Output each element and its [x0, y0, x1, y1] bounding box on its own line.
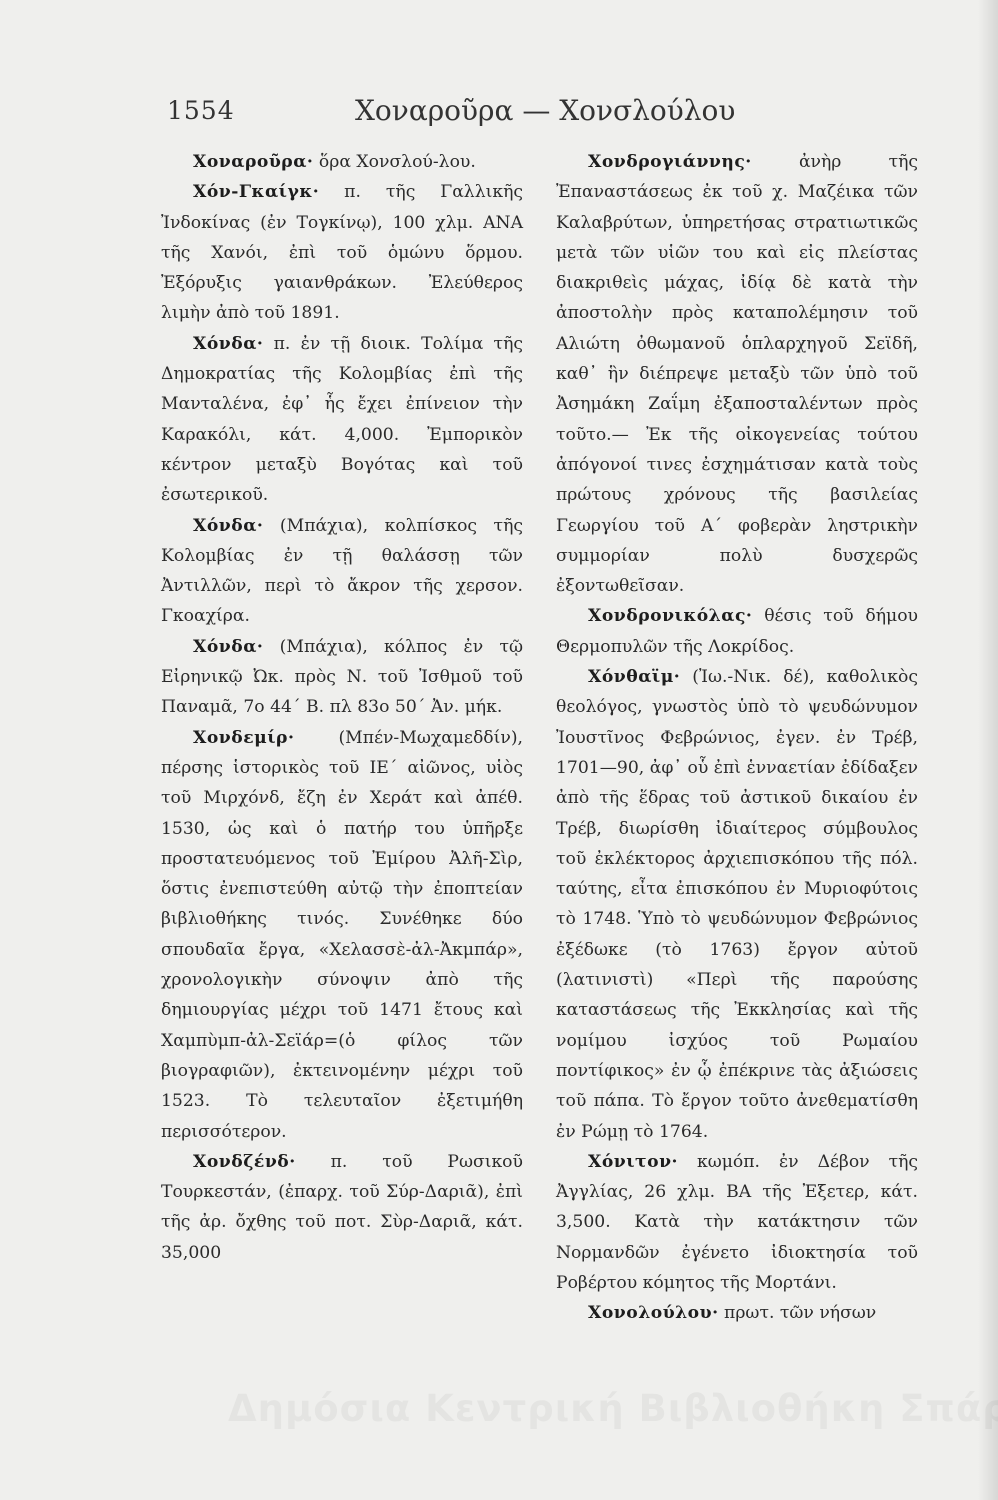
dictionary-entry [556, 147, 918, 601]
entry-headword: Χόνδα· [193, 515, 264, 536]
entry-headword: Χόνδα· [193, 333, 264, 354]
entry-headword: Χονδεμίρ· [193, 727, 295, 748]
entry-text: ἀνὴρ τῆς Ἐπαναστάσεως ἐκ τοῦ χ. Μαζέικα τῶν Καλαβρύτων, ὑπηρετήσας στρατιωτικῶς μετὰ τῶν υἱῶν του καὶ εἰς πλείστας διακριθεὶς μάχας, ἰδίᾳ δὲ κατὰ τὴν ἀποστολὴν πρὸς καταπολέμησιν τοῦ Αλιώτη ὀθωμανοῦ ὁπλαρχηγοῦ Σεϊδῆ, καθ᾽ ἣν διέπρεψε μεταξὺ τῶν ὑπὸ τοῦ Ἀσημάκη Ζαΐμη ἐξαποσταλέντων πρὸς τοῦτο.— Ἐκ τῆς οἰκογενείας τούτου ἀπόγονοί τινες ἐσχημάτισαν κατὰ τοὺς πρώτους χρόνους τῆς βασιλείας Γεωργίου τοῦ Α΄ φοβερὰν ληστρικὴν συμμορίαν πολὺ δυσχερῶς ἐξοντωθεῖσαν. [556, 152, 919, 597]
entry-text: πρωτ. τῶν νήσων [724, 1303, 877, 1324]
dictionary-entry [556, 662, 918, 1147]
entry-headword: Χόνθαϊμ· [588, 667, 681, 688]
page-edge-shadow [978, 0, 998, 1500]
entry-text: π. ἐν τῇ διοικ. Τολίμα τῆς Δημοκρατίας τῆς Κολομβίας ἐπὶ τῆς Μανταλένα, ἐφ᾽ ἧς ἔχει ἐπίνειον τὴν Καρακόλι, κάτ. 4,000. Ἐμπορικὸν κέντρον μεταξὺ Βογότας καὶ τοῦ ἐσωτερικοῦ. [161, 333, 523, 506]
entry-headword: Χόνδα· [193, 636, 264, 657]
entry-text: θέσις τοῦ δήμου Θερμοπυλῶν τῆς Λοκρίδος. [556, 606, 918, 657]
dictionary-entry [556, 601, 918, 662]
entry-text: (Μπάχια), κόλπος ἐν τῷ Εἰρηνικῷ Ὠκ. πρὸς Ν. τοῦ Ἰσθμοῦ τοῦ Παναμᾶ, 7ο 44΄ Β. πλ 83ο 50΄ Ἀν. μήκ. [161, 636, 523, 718]
library-watermark [228, 1387, 928, 1430]
dictionary-entry [161, 1147, 523, 1268]
entry-headword: Χονολούλου· [588, 1303, 719, 1324]
dictionary-entry [161, 511, 523, 632]
dictionary-entry [161, 147, 523, 177]
entry-headword: Χόνιτον· [588, 1151, 678, 1172]
page-number: 1554 [167, 96, 235, 125]
entry-text: π. τῆς Γαλλικῆς Ἰνδοκίνας (ἐν Τογκίνῳ), 100 χλμ. ΑΝΑ τῆς Χανόι, ἐπὶ τοῦ ὁμώνυ ὅρμου. Ἐξόρυξις γαιανθράκων. Ἐλεύθερος λιμὴν ἀπὸ τοῦ 1891. [161, 182, 524, 324]
entry-headword: Χονδρογιάννης· [588, 152, 752, 172]
page-header [0, 96, 998, 136]
dictionary-entry [556, 1147, 918, 1298]
entry-text: (Ἰω.-Νικ. δέ), καθολικὸς θεολόγος, γνωστὸς ὑπὸ τὸ ψευδώνυμον Ἰουστῖνος Φεβρώνιος, ἐγεν. ἐν Τρέβ, 1701—90, ἀφ᾽ οὗ ἐπὶ ἑνναετίαν ἐδίδαξεν ἀπὸ τῆς ἕδρας τοῦ ἀστικοῦ δικαίου ἐν Τρέβ, διωρίσθη ἰδιαίτερος σύμβουλος τοῦ ἐκλέκτορος ἀρχιεπισκόπου τῆς πόλ. ταύτης, εἶτα ἐπισκόπου ἐν Μυριοφύτοις τὸ 1748. Ὑπὸ τὸ ψευδώνυμον Φεβρώνιος ἐξέδωκε (τὸ 1763) ἔργον αὐτοῦ (λατινιστὶ) «Περὶ τῆς παρούσης καταστάσεως τῆς Ἐκκλησίας καὶ τῆς νομίμου ἰσχύος τοῦ Ρωμαίου ποντίφικος» ἐν ᾧ ἐπέκρινε τὰς ἀξιώσεις τοῦ πάπα. Τὸ ἔργον τοῦτο ἀνεθεματίσθη ἐν Ρώμῃ τὸ 1764. [556, 667, 918, 1142]
entry-headword: Χονδζένδ· [193, 1151, 296, 1172]
entry-text: (Μπέν-Μωχαμεδδίν), πέρσης ἱστορικὸς τοῦ ΙΕ΄ αἰῶνος, υἱὸς τοῦ Μιρχόνδ, ἔζη ἐν Χεράτ καὶ ἀπέθ. 1530, ὡς καὶ ὁ πατήρ του ὑπῆρξε προστατευόμενος τοῦ Ἐμίρου Ἀλῆ-Σὶρ, ὅστις ἐνεπιστεύθη αὐτῷ τὴν ἐποπτείαν βιβλιοθήκης τινός. Συνέθηκε δύο σπουδαῖα ἔργα, «Χελασσὲ-ἀλ-Ἀκμπάρ», χρονολογικὴν σύνοψιν ἀπὸ τῆς δημιουργίας μέχρι τοῦ 1471 ἔτους καὶ Χαμπὺμπ-ἀλ-Σεϊάρ=(ὁ φίλος τῶν βιογραφιῶν), ἐκτεινομένην μέχρι τοῦ 1523. Τὸ τελευταῖον ἐξετιμήθη περισσότερον. [161, 727, 523, 1142]
dictionary-entry [556, 1298, 918, 1328]
entry-text: ὅρα Χονσλού-λου. [318, 152, 476, 172]
entry-text: (Μπάχια), κολπίσκος τῆς Κολομβίας ἐν τῇ θαλάσσῃ τῶν Ἀντιλλῶν, περὶ τὸ ἄκρον τῆς χερσον. Γκοαχίρα. [161, 515, 523, 627]
dictionary-entry [161, 329, 523, 511]
dictionary-entry [161, 177, 523, 328]
left-column [161, 147, 523, 1268]
dictionary-entry [161, 632, 523, 723]
entry-headword: Χονδρονικόλας· [588, 606, 753, 627]
entry-headword: Χόν-Γκαίγκ· [193, 182, 320, 203]
entry-text: π. τοῦ Ρωσικοῦ Τουρκεστάν, (ἐπαρχ. τοῦ Σύρ-Δαριᾶ), ἐπὶ τῆς ἀρ. ὄχθης τοῦ ποτ. Σὺρ-Δαριᾶ, κάτ. 35,000 [161, 1151, 523, 1263]
entry-headword: Χοναροῦρα· [193, 152, 314, 172]
dictionary-entry [161, 723, 523, 1147]
entry-text: κωμόπ. ἐν Δέβον τῆς Ἀγγλίας, 26 χλμ. ΒΑ τῆς Ἐξετερ, κάτ. 3,500. Κατὰ τὴν κατάκτησιν τῶν Νορμανδῶν ἐγένετο ἰδιοκτησία τοῦ Ροβέρτου κόμητος τῆς Μορτάνι. [556, 1151, 919, 1293]
right-column [556, 147, 918, 1329]
running-title: Χοναροῦρα — Χονσλούλου [355, 94, 736, 127]
